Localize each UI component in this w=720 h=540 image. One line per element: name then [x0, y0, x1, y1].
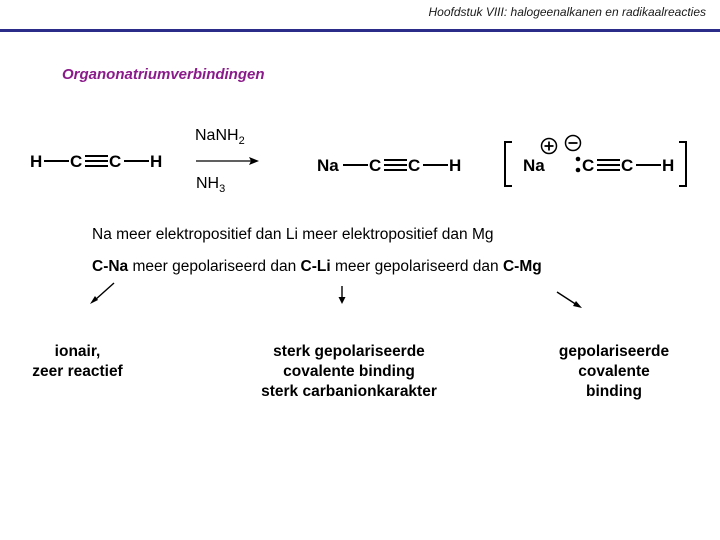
ionic-na: Na [523, 156, 545, 175]
reactant-h-left: H [30, 152, 43, 171]
bond-c-li: C-Li [300, 258, 331, 275]
description-li-line-3: sterk carbanionkarakter [261, 383, 437, 400]
ionic-h: H [662, 156, 675, 175]
header-title: Hoofdstuk VIII: halogeenalkanen en radikaalreacties [428, 5, 706, 19]
arrow-to-li [339, 286, 346, 304]
arrow-to-na [90, 283, 114, 304]
arrow-to-mg [557, 292, 582, 308]
reactant-c1: C [70, 152, 83, 171]
electropositivity-statement: Na meer elektropositief dan Li meer elektropositief dan Mg [92, 226, 494, 243]
description-mg [544, 342, 684, 402]
reagent-nh3-subscript: 3 [219, 183, 226, 195]
ionic-c2: C [621, 156, 634, 175]
description-na-line-1: ionair, [54, 343, 101, 360]
description-li-line-2: covalente binding [283, 363, 415, 380]
product-c2: C [408, 156, 421, 175]
bond-c-na: C-Na [92, 258, 129, 275]
ionic-c1: C [582, 156, 595, 175]
reactant-c2: C [109, 152, 122, 171]
description-li-line-1: sterk gepolariseerde [273, 343, 425, 360]
reagent-nanh2: NaNH [195, 127, 239, 144]
bond-c-mg: C-Mg [502, 258, 542, 275]
reagent-nh3: NH [196, 175, 220, 192]
section-title: Organonatriumverbindingen [62, 66, 265, 83]
description-na [20, 342, 135, 382]
reagent-nanh2-subscript: 2 [238, 135, 245, 147]
description-na-line-2: zeer reactief [32, 363, 123, 380]
description-mg-line-2: covalente [578, 363, 650, 380]
description-mg-line-3: binding [586, 383, 642, 400]
description-li [236, 342, 462, 402]
reactant-h-right: H [150, 152, 163, 171]
product-na: Na [317, 156, 339, 175]
polarization-text-2: meer gepolariseerd dan [330, 258, 503, 275]
product-h: H [449, 156, 462, 175]
product-c1: C [369, 156, 382, 175]
description-mg-line-1: gepolariseerde [558, 343, 670, 360]
polarization-text-1: meer gepolariseerd dan [128, 258, 301, 275]
